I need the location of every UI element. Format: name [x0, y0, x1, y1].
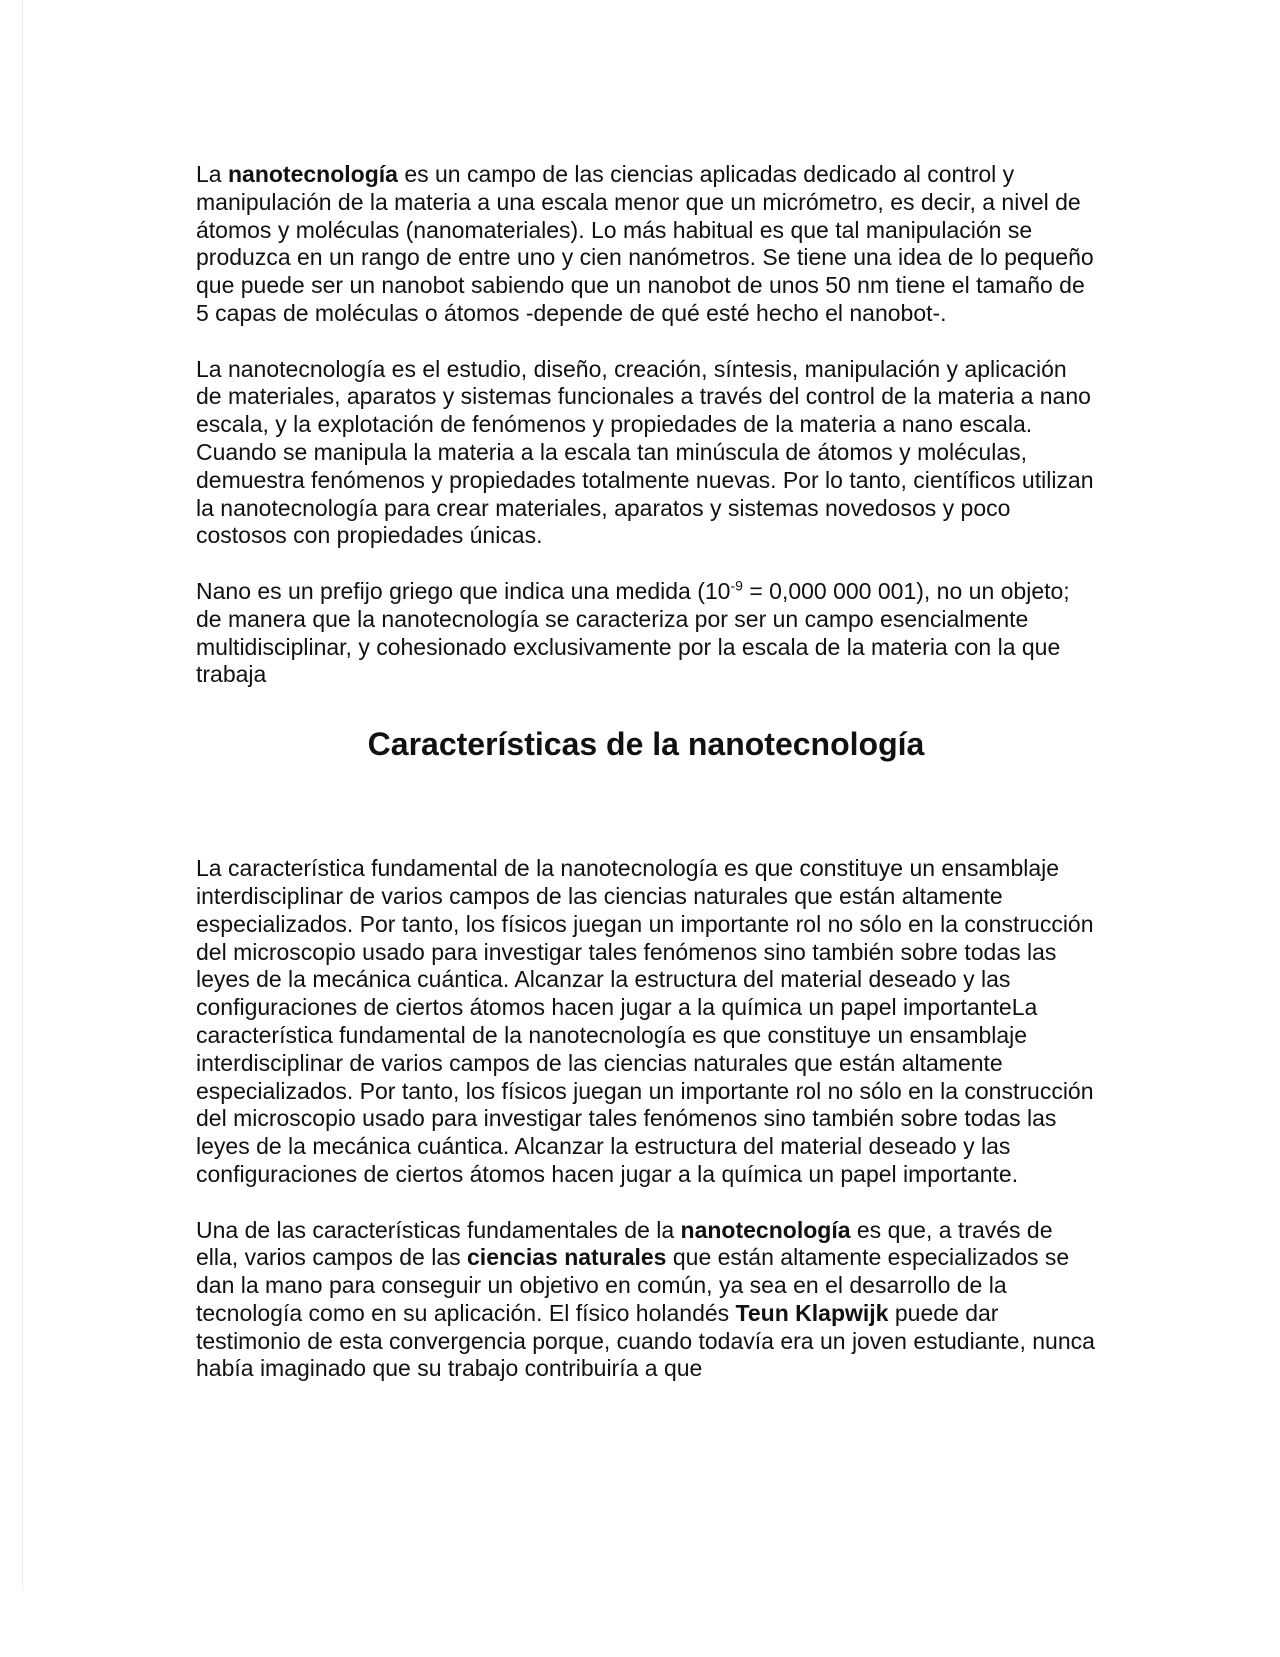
bold-term: nanotecnología	[227, 161, 398, 187]
paragraph-convergence: Una de las características fundamentales de la nanotecnología es que, a través de ella, varios campos de las ciencias naturales que están altamente especializados se dan la mano para conseguir un objetivo en común, ya sea en el desarrollo de la tecnología como en su aplicación. El físico holandés Teun Klapwijk puede dar testimonio de esta convergencia porque, cuando todavía era un joven estudiante, nunca había imaginado que su trabajo contribuiría a que	[196, 1216, 1095, 1382]
paragraph-definition: La nanotecnología es el estudio, diseño, creación, síntesis, manipulación y aplicación de materiales, aparatos y sistemas funcionales a través del control de la materia a nano escala, y la explotación de fenómenos y propiedades de la materia a nano escala.	[196, 355, 1091, 438]
paragraph-intro: La nanotecnología es un campo de las ciencias aplicadas dedicado al control y manipulación de la materia a una escala menor que un micrómetro, es decir, a nivel de átomos y moléculas (nanomateriales). Lo más habitual es que tal manipulación se produzca en un rango de entre uno y cien nanómetros. Se tiene una idea de lo pequeño que puede ser un nanobot sabiendo que un nanobot de unos 50 nm tiene el tamaño de 5 capas de moléculas o átomos -depende de qué esté hecho el nanobot-.	[196, 161, 1094, 326]
bold-name: Teun Klapwijk	[735, 1299, 889, 1326]
bold-term: ciencias naturales	[467, 1244, 667, 1271]
paragraph-characteristic: La característica fundamental de la nanotecnología es que constituye un ensamblaje interdisciplinar de varios campos de las ciencias naturales que están altamente especializados. Por tanto, los físicos juegan un importante rol no sólo en la construcción del microscopio usado para investigar tales fenómenos sino también sobre todas las leyes de la mecánica cuántica. Alcanzar la estructura del material deseado y las configuraciones de ciertos átomos hacen jugar a la química un papel importanteLa característica fundamental de la nanotecnología es que constituye un ensamblaje interdisciplinar de varios campos de las ciencias naturales que están altamente especializados. Por tanto, los físicos juegan un importante rol no sólo en la construcción del microscopio usado para investigar tales fenómenos sino también sobre todas las leyes de la mecánica cuántica. Alcanzar la estructura del material deseado y las configuraciones de ciertos átomos hacen jugar a la química un papel importante.	[196, 855, 1094, 1187]
section-heading: Características de la nanotecnología	[367, 726, 925, 763]
paragraph-nano-prefix: Nano es un prefijo griego que indica una medida ($10^{-9} = 0,000$ 000 001), no un objeto; de manera que la nanotecnología se caracteriza por ser un campo esencialmente multidisciplinar, y cohesionado exclusivamente por la escala de la materia con la que trabaja	[196, 577, 1070, 688]
exponent: -9	[730, 577, 743, 594]
document-body	[196, 161, 1096, 1383]
bold-term: nanotecnología	[680, 1216, 851, 1243]
paragraph-manipulation: Cuando se manipula la materia a la escala tan minúscula de átomos y moléculas, demuestra fenómenos y propiedades totalmente nuevas. Por lo tanto, científicos utilizan la nanotecnología para crear materiales, aparatos y sistemas novedosos y poco costosos con propiedades únicas.	[196, 438, 1094, 549]
page-edge	[22, 0, 23, 1590]
